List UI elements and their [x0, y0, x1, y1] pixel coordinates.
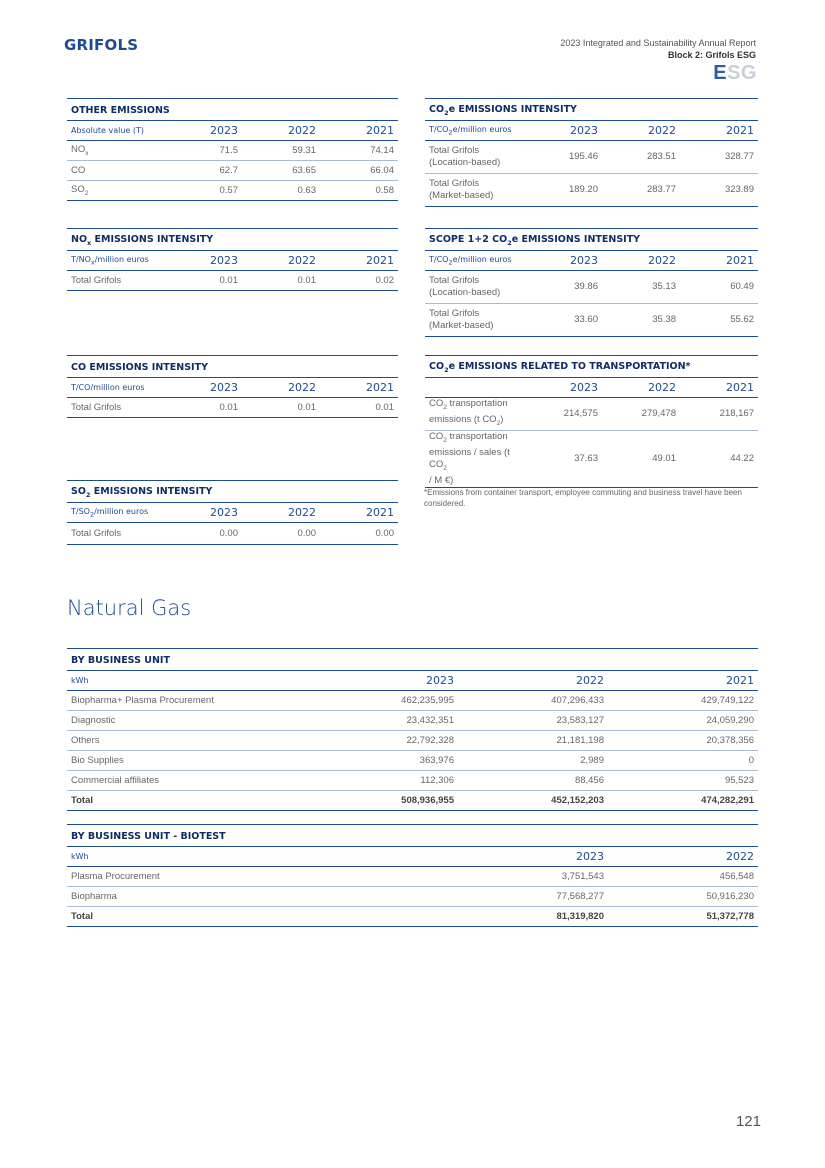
year-header: 2021	[320, 121, 398, 141]
table-row: Commercial affiliates 112,306 88,456 95,523	[67, 771, 758, 791]
table-row: $CO_2$ transportation emissions / sales (t $CO_2$ / M €) 37.63 49.01 44.22	[425, 431, 758, 488]
table-row: Others 22,792,328 21,181,198 20,378,356	[67, 731, 758, 751]
unit-label: T/CO/million euros	[67, 378, 164, 398]
unit-label: $T/CO_2e$/million euros	[425, 251, 524, 271]
nox-intensity-table: $NO_x$ EMISSIONS INTENSITY $T/NO_x$/million euros 2023 2022 2021 Total Grifols 0.01 0.01 0.02	[67, 228, 398, 291]
unit-label: $T/SO_2$/million euros	[67, 503, 164, 523]
report-title: 2023 Integrated and Sustainability Annual Report	[560, 38, 756, 48]
table-row: Plasma Procurement 3,751,543 456,548	[67, 867, 758, 887]
transport-emissions-table: $CO_2e$ EMISSIONS RELATED TO TRANSPORTATION* 2023 2022 2021 $CO_2$ transportation emissions (t $CO_2$) 214,575 279,478 218,167 $CO_2$ transportation emissions / sales (t $CO_2$ / M €) 37.63 49.01 44.22	[425, 355, 758, 488]
table-title: $SO_2$ EMISSIONS INTENSITY	[67, 481, 398, 503]
block-title: Block 2: Grifols ESG	[667, 50, 756, 60]
year-header: 2023	[164, 121, 242, 141]
table-row: Bio Supplies 363,976 2,989 0	[67, 751, 758, 771]
gas-by-business-unit-table: BY BUSINESS UNIT kWh 2023 2022 2021 Biopharma+ Plasma Procurement 462,235,995 407,296,433 429,749,122 Diagnostic 23,432,351 23,583,127 24,059,290 Others 22,792,328 21,181,198 20,378,356 Bio Supplies 363,976 2,989 0 Commercial affiliates 112,306 88,456 95,523 Total 508,936,955 452,152,203 474,282,291	[67, 648, 758, 811]
table-row: CO 62.7 63.65 66.04	[67, 161, 398, 181]
table-row: $SO_2$ 0.57 0.63 0.58	[67, 181, 398, 201]
table-title: $CO_2e$ EMISSIONS RELATED TO TRANSPORTATION*	[425, 356, 758, 378]
table-row: Total Grifols (Market-based) 189.20 283.77 323.89	[425, 174, 758, 207]
co2e-intensity-table: $CO_2e$ EMISSIONS INTENSITY $T/CO_2e$/million euros 2023 2022 2021 Total Grifols (Location-based) 195.46 283.51 328.77 Total Grifols (Market-based) 189.20 283.77 323.89	[425, 98, 758, 207]
table-title: SCOPE 1+2 $CO_2e$ EMISSIONS INTENSITY	[425, 229, 758, 251]
unit-label: $T/NO_x$/million euros	[67, 251, 164, 271]
table-row: Diagnostic 23,432,351 23,583,127 24,059,290	[67, 711, 758, 731]
table-title: $CO_2e$ EMISSIONS INTENSITY	[425, 99, 758, 121]
table-row: Biopharma 77,568,277 50,916,230	[67, 887, 758, 907]
table-title: CO EMISSIONS INTENSITY	[67, 356, 398, 378]
table-title: BY BUSINESS UNIT	[67, 649, 758, 671]
esg-mark: ESG	[713, 62, 757, 84]
table-title: $NO_x$ EMISSIONS INTENSITY	[67, 229, 398, 251]
table-row: Total Grifols 0.00 0.00 0.00	[67, 523, 398, 545]
table-row: Total Grifols (Market-based) 33.60 35.38 55.62	[425, 304, 758, 337]
scope12-intensity-table: SCOPE 1+2 $CO_2e$ EMISSIONS INTENSITY $T/CO_2e$/million euros 2023 2022 2021 Total Grifols (Location-based) 39.86 35.13 60.49 Total Grifols (Market-based) 33.60 35.38 55.62	[425, 228, 758, 337]
section-title: Natural Gas	[67, 596, 192, 620]
table-title: OTHER EMISSIONS	[67, 99, 398, 121]
table-row: $NO_x$ 71.5 59.31 74.14	[67, 141, 398, 161]
table-title: BY BUSINESS UNIT - BIOTEST	[67, 825, 758, 847]
table-row: Total Grifols (Location-based) 195.46 283.51 328.77	[425, 141, 758, 174]
page-number: 121	[735, 1113, 761, 1130]
year-header: 2022	[242, 121, 320, 141]
table-row: $CO_2$ transportation emissions (t $CO_2$) 214,575 279,478 218,167	[425, 398, 758, 431]
other-emissions-table	[67, 98, 398, 201]
table-row: Total Grifols (Location-based) 39.86 35.13 60.49	[425, 271, 758, 304]
table-total-row: Total 81,319,820 51,372,778	[67, 907, 758, 927]
table-row: Total Grifols 0.01 0.01 0.02	[67, 271, 398, 291]
unit-label: Absolute value (T)	[67, 121, 164, 141]
table-row: Total Grifols 0.01 0.01 0.01	[67, 398, 398, 418]
table-row: Biopharma+ Plasma Procurement 462,235,995 407,296,433 429,749,122	[67, 691, 758, 711]
unit-label: kWh	[67, 847, 458, 867]
table-total-row: Total 508,936,955 452,152,203 474,282,291	[67, 791, 758, 811]
unit-label: $T/CO_2e$/million euros	[425, 121, 524, 141]
gas-biotest-table: BY BUSINESS UNIT - BIOTEST kWh 2023 2022 Plasma Procurement 3,751,543 456,548 Biopharma 77,568,277 50,916,230 Total 81,319,820 51,372,778	[67, 824, 758, 927]
grifols-logo: GRIFOLS	[64, 36, 139, 54]
transport-footnote: *Emissions from container transport, employee commuting and business travel have been considered.	[424, 488, 742, 508]
unit-label: kWh	[67, 671, 308, 691]
co-intensity-table: CO EMISSIONS INTENSITY T/CO/million euros 2023 2022 2021 Total Grifols 0.01 0.01 0.01	[67, 355, 398, 418]
so2-intensity-table: $SO_2$ EMISSIONS INTENSITY $T/SO_2$/million euros 2023 2022 2021 Total Grifols 0.00 0.00 0.00	[67, 480, 398, 545]
